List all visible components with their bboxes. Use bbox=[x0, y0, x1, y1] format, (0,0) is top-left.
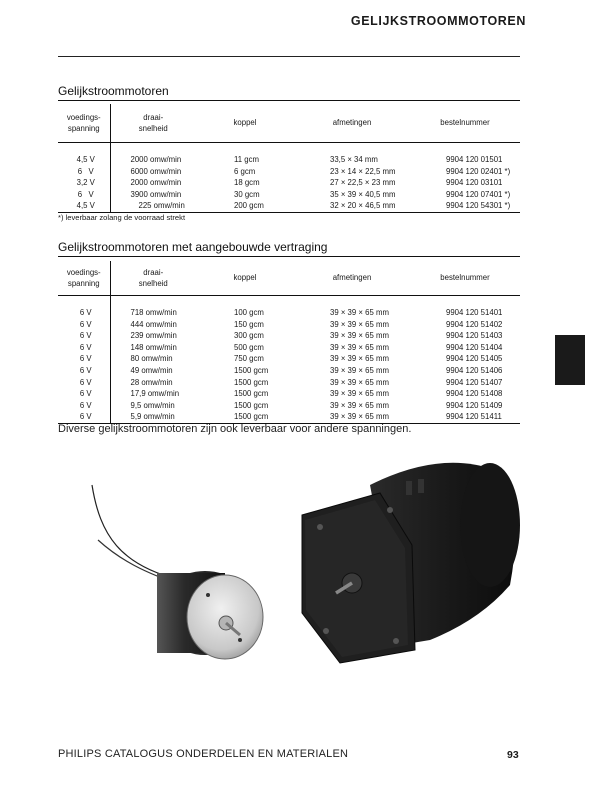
terminal bbox=[406, 481, 412, 495]
page-header-title: GELIJKSTROOMMOTOREN bbox=[350, 14, 526, 28]
cell-voltage: 6 V bbox=[58, 319, 110, 331]
table2-title: Gelijkstroommotoren met aangebouwde vertraging bbox=[58, 240, 328, 254]
cell-torque: 1500 gcm bbox=[234, 377, 269, 387]
cell-speed: 49 omw/min bbox=[130, 366, 173, 376]
header-rule bbox=[58, 56, 520, 57]
table-row bbox=[58, 411, 520, 423]
section-tab-marker bbox=[555, 335, 585, 385]
cell-order: 9904 120 51401 bbox=[446, 308, 503, 318]
cell-speed: 148 omw/min bbox=[130, 342, 177, 352]
cell-torque: 100 gcm bbox=[234, 308, 264, 318]
col-header-speed-line2: snelheid bbox=[138, 278, 168, 288]
cell-speed: 444 omw/min bbox=[130, 319, 177, 329]
cell-dimensions: 39 × 39 × 65 mm bbox=[330, 354, 389, 364]
cell-speed: 28 omw/min bbox=[130, 377, 173, 387]
cell-order: 9904 120 51407 bbox=[446, 377, 503, 387]
cell-speed: 2000 omw/min bbox=[130, 178, 182, 188]
cell-speed: 9,5 omw/min bbox=[130, 400, 175, 410]
col-header-dimensions: afmetingen bbox=[294, 104, 410, 142]
table-row bbox=[58, 154, 520, 166]
cell-torque: 30 gcm bbox=[234, 189, 260, 199]
table-row bbox=[58, 166, 520, 178]
cell-dimensions: 23 × 14 × 22,5 mm bbox=[330, 166, 396, 176]
cell-order: 9904 120 51405 bbox=[446, 354, 503, 364]
col-header-speed bbox=[110, 104, 196, 142]
col-header-speed-line2: snelheid bbox=[138, 123, 168, 133]
cell-order: 9904 120 51408 bbox=[446, 389, 503, 399]
table1-title-rule bbox=[58, 100, 520, 101]
cell-voltage: 6 V bbox=[58, 342, 110, 354]
col-header-speed-line1: draai- bbox=[143, 267, 164, 277]
col-header-torque: koppel bbox=[196, 104, 294, 142]
big-motor-end bbox=[460, 463, 520, 587]
col-header-voltage-line2: spanning bbox=[67, 123, 100, 133]
cell-torque: 150 gcm bbox=[234, 319, 264, 329]
cell-torque: 200 gcm bbox=[196, 200, 294, 212]
table1-footnote: *) leverbaar zolang de voorraad strekt bbox=[58, 213, 186, 222]
cell-order: 9904 120 51409 bbox=[446, 400, 503, 410]
cell-voltage: 6 V bbox=[58, 411, 110, 423]
cell-voltage: 6 V bbox=[58, 166, 110, 178]
cell-dimensions: 39 × 39 × 65 mm bbox=[330, 319, 389, 329]
cell-voltage: 6 V bbox=[58, 400, 110, 412]
cell-order: 9904 120 51406 bbox=[446, 366, 503, 376]
col-header-voltage-line1: voedings- bbox=[66, 267, 101, 277]
geared-motor-table bbox=[58, 261, 520, 424]
table-row bbox=[58, 177, 520, 189]
cell-torque: 500 gcm bbox=[234, 342, 264, 352]
flange-hole bbox=[317, 524, 323, 530]
cell-voltage: 6 V bbox=[58, 365, 110, 377]
cell-speed: 5,9 omw/min bbox=[110, 411, 196, 423]
motors-photo bbox=[40, 445, 540, 685]
cell-voltage: 6 V bbox=[58, 307, 110, 319]
col-header-voltage bbox=[58, 261, 110, 295]
footer-text: PHILIPS CATALOGUS ONDERDELEN EN MATERIALEN bbox=[58, 748, 349, 760]
cell-torque: 1500 gcm bbox=[234, 400, 269, 410]
col-header-order: bestelnummer bbox=[410, 104, 520, 142]
table-row bbox=[58, 189, 520, 201]
table-row bbox=[58, 330, 520, 342]
cell-dimensions: 33,5 × 34 mm bbox=[330, 155, 378, 165]
cell-order: 9904 120 51404 bbox=[446, 342, 503, 352]
cell-order: 9904 120 02401 *) bbox=[446, 166, 511, 176]
cell-dimensions: 39 × 39 × 65 mm bbox=[330, 389, 389, 399]
cell-order: 9904 120 07401 *) bbox=[446, 189, 511, 199]
cell-speed: 6000 omw/min bbox=[130, 166, 182, 176]
cell-torque: 1500 gcm bbox=[196, 411, 294, 423]
table-row bbox=[58, 307, 520, 319]
cell-torque: 11 gcm bbox=[234, 155, 259, 165]
cell-dimensions: 39 × 39 × 65 mm bbox=[330, 400, 389, 410]
cell-voltage: 6 V bbox=[58, 330, 110, 342]
table1-title: Gelijkstroommotoren bbox=[58, 84, 169, 98]
table-row bbox=[58, 388, 520, 400]
small-motor-hole bbox=[206, 593, 210, 597]
flange-hole bbox=[323, 628, 329, 634]
col-header-speed-line1: draai- bbox=[143, 112, 164, 122]
cell-speed: 2000 omw/min bbox=[130, 155, 182, 165]
cell-voltage: 6 V bbox=[58, 377, 110, 389]
table-row bbox=[58, 377, 520, 389]
table-row bbox=[58, 342, 520, 354]
cell-voltage: 4,5 V bbox=[58, 154, 110, 166]
cell-speed: 80 omw/min bbox=[130, 354, 173, 364]
flange-hole bbox=[393, 638, 399, 644]
cell-voltage: 3,2 V bbox=[58, 177, 110, 189]
cell-dimensions: 27 × 22,5 × 23 mm bbox=[330, 178, 396, 188]
cell-order: 9904 120 54301 *) bbox=[410, 200, 520, 212]
col-header-speed bbox=[110, 261, 196, 295]
cell-speed: 239 omw/min bbox=[130, 331, 177, 341]
table-row bbox=[58, 353, 520, 365]
cell-speed: 17,9 omw/min bbox=[130, 389, 180, 399]
cell-torque: 1500 gcm bbox=[234, 389, 269, 399]
cell-dimensions: 39 × 39 × 65 mm bbox=[294, 411, 410, 423]
table2-title-rule bbox=[58, 256, 520, 257]
availability-note: Diverse gelijkstroommotoren zijn ook leverbaar voor andere spanningen. bbox=[58, 423, 412, 435]
cell-dimensions: 35 × 39 × 40,5 mm bbox=[330, 189, 396, 199]
cell-order: 9904 120 51411 bbox=[410, 411, 520, 423]
cell-dimensions: 32 × 20 × 46,5 mm bbox=[294, 200, 410, 212]
table-row bbox=[58, 319, 520, 331]
cell-voltage: 6 V bbox=[58, 353, 110, 365]
col-header-voltage-line1: voedings- bbox=[66, 112, 101, 122]
cell-torque: 18 gcm bbox=[234, 178, 260, 188]
terminal bbox=[418, 479, 424, 493]
cell-dimensions: 39 × 39 × 65 mm bbox=[330, 377, 389, 387]
table-row bbox=[58, 200, 520, 212]
cell-torque: 750 gcm bbox=[234, 354, 264, 364]
cell-voltage: 4,5 V bbox=[58, 200, 110, 212]
cell-torque: 6 gcm bbox=[234, 166, 256, 176]
cell-order: 9904 120 51402 bbox=[446, 319, 503, 329]
col-header-order: bestelnummer bbox=[410, 261, 520, 295]
cell-order: 9904 120 03101 bbox=[446, 178, 503, 188]
page-number: 93 bbox=[507, 749, 519, 761]
col-header-voltage bbox=[58, 104, 110, 142]
cell-speed: 718 omw/min bbox=[130, 308, 177, 318]
table-row bbox=[58, 365, 520, 377]
cell-voltage: 6 V bbox=[58, 189, 110, 201]
cell-speed: 225 omw/min bbox=[110, 200, 196, 212]
cell-dimensions: 39 × 39 × 65 mm bbox=[330, 366, 389, 376]
cell-order: 9904 120 01501 bbox=[446, 155, 503, 165]
cell-order: 9904 120 51403 bbox=[446, 331, 503, 341]
table-row bbox=[58, 400, 520, 412]
cell-speed: 3900 omw/min bbox=[130, 189, 182, 199]
col-header-torque: koppel bbox=[196, 261, 294, 295]
cell-voltage: 6 V bbox=[58, 388, 110, 400]
flange-hole bbox=[387, 507, 393, 513]
small-motor-hole bbox=[238, 638, 242, 642]
cell-torque: 300 gcm bbox=[234, 331, 264, 341]
cell-torque: 1500 gcm bbox=[234, 366, 269, 376]
cell-dimensions: 39 × 39 × 65 mm bbox=[330, 331, 389, 341]
motor-table bbox=[58, 104, 520, 213]
col-header-voltage-line2: spanning bbox=[67, 278, 100, 288]
cell-dimensions: 39 × 39 × 65 mm bbox=[330, 342, 389, 352]
col-header-dimensions: afmetingen bbox=[294, 261, 410, 295]
cell-dimensions: 39 × 39 × 65 mm bbox=[330, 308, 389, 318]
